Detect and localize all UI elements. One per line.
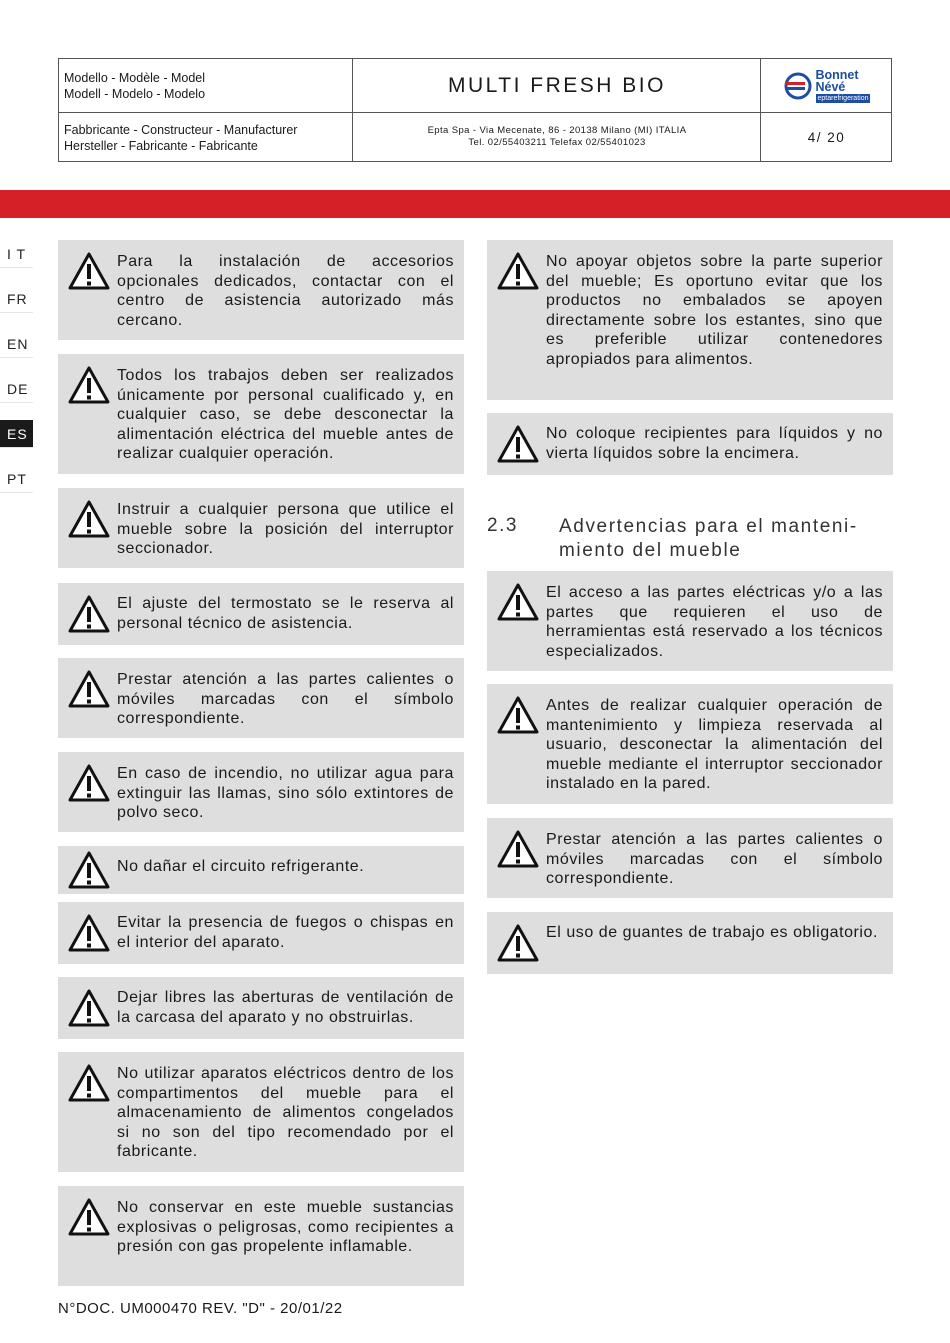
address-line: Tel. 02/55403211 Telefax 02/55401023: [468, 137, 646, 148]
warning-triangle-icon: [68, 989, 110, 1027]
warning-box: [58, 752, 464, 832]
warning-text: Antes de realizar cualquier operación de mantenimiento y limpieza reservada al usuario, desconectar la alimentación del mueble mediante el interruptor seccionador instalado en la pared.: [546, 697, 883, 792]
warning-text: No dañar el circuito refrigerante.: [117, 858, 365, 875]
warning-text: No coloque recipientes para líquidos y no vierta líquidos sobre la encimera.: [546, 425, 883, 462]
warning-text: Todos los trabajos deben ser realizados únicamente por personal cualificado y, en cualquier caso, se debe desconectar la alimentación eléctrica del mueble antes de realizar cualquier operación.: [117, 367, 454, 462]
warning-box: [487, 818, 893, 898]
model-label-line: Modello - Modèle - Model: [64, 71, 206, 85]
warning-box: [58, 846, 464, 894]
warning-triangle-icon: [68, 851, 110, 889]
warning-box: [487, 240, 893, 400]
warning-triangle-icon: [497, 924, 539, 962]
warning-triangle-icon: [68, 252, 110, 290]
language-tab-en[interactable]: EN: [0, 330, 33, 358]
warning-text: Dejar libres las aberturas de ventilación de la carcasa del aparato y no obstruirlas.: [117, 989, 454, 1026]
manufacturer-label: [64, 122, 349, 154]
warning-triangle-icon: [497, 583, 539, 621]
warning-triangle-icon: [497, 696, 539, 734]
address-line: Epta Spa - Via Mecenate, 86 - 20138 Milano (MI) ITALIA: [427, 125, 687, 136]
warning-text: Prestar atención a las partes calientes o móviles marcadas con el símbolo correspondiente.: [117, 671, 454, 727]
warning-text: Evitar la presencia de fuegos o chispas en el interior del aparato.: [117, 914, 454, 951]
warning-triangle-icon: [497, 830, 539, 868]
logo-text-line: Névé: [815, 79, 846, 94]
warning-triangle-icon: [497, 425, 539, 463]
language-tab-pt[interactable]: PT: [0, 465, 33, 493]
warning-box: [487, 912, 893, 974]
warning-triangle-icon: [68, 914, 110, 952]
warning-triangle-icon: [68, 764, 110, 802]
section-title: Advertencias para el manteni- miento del mueble: [559, 516, 858, 561]
warning-box: [487, 413, 893, 475]
warning-box: [58, 902, 464, 964]
warning-box: [487, 684, 893, 804]
document-reference: N°DOC. UM000470 REV. "D" - 20/01/22: [58, 1300, 343, 1317]
warning-triangle-icon: [68, 500, 110, 538]
warning-text: Instruir a cualquier persona que utilice el mueble sobre la posición del interruptor seccionador.: [117, 501, 454, 557]
model-value: MULTI FRESH BIO: [448, 73, 666, 97]
logo-text-line: Bonnet: [815, 67, 859, 82]
manufacturer-address: [353, 125, 761, 149]
document-header: [58, 58, 892, 162]
warning-box: [58, 1052, 464, 1172]
warning-box: [487, 571, 893, 671]
warning-triangle-icon: [497, 252, 539, 290]
warning-triangle-icon: [68, 1064, 110, 1102]
brand-logo: [761, 59, 892, 112]
warning-text: En caso de incendio, no utilizar agua para extinguir las llamas, sino sólo extintores de polvo seco.: [117, 765, 454, 821]
warning-box: [58, 658, 464, 738]
warning-box: [58, 488, 464, 568]
warning-box: [58, 583, 464, 645]
warning-text: El ajuste del termostato se le reserva al personal técnico de asistencia.: [117, 595, 454, 632]
manufacturer-label-line: Hersteller - Fabricante - Fabricante: [64, 139, 258, 153]
warning-box: [58, 354, 464, 474]
section-number: 2.3: [487, 515, 518, 536]
warning-text: No utilizar aparatos eléctricos dentro de los compartimentos del mueble para el almacenamiento de alimentos congelados si no son del tipo recomendado por el fabricante.: [117, 1065, 454, 1160]
language-tab-de[interactable]: DE: [0, 375, 33, 403]
warning-triangle-icon: [68, 366, 110, 404]
warning-box: [58, 1186, 464, 1286]
warning-box: [58, 977, 464, 1039]
warning-text: El acceso a las partes eléctricas y/o a las partes que requieren el uso de herramientas está reservado a los técnicos especializados.: [546, 584, 883, 660]
language-tab-it[interactable]: I T: [0, 240, 33, 268]
bonnet-neve-logo-icon: [783, 71, 813, 101]
warning-text: Prestar atención a las partes calientes o móviles marcadas con el símbolo correspondiente.: [546, 831, 883, 887]
language-tab-es[interactable]: ES: [0, 420, 33, 448]
warning-triangle-icon: [68, 1198, 110, 1236]
language-tab-fr[interactable]: FR: [0, 285, 33, 313]
warning-triangle-icon: [68, 595, 110, 633]
warning-text: Para la instalación de accesorios opcionales dedicados, contactar con el centro de asistencia autorizado más cercano.: [117, 253, 454, 329]
warning-box: [58, 240, 464, 340]
model-label-line: Modell - Modelo - Modelo: [64, 87, 206, 101]
warning-triangle-icon: [68, 670, 110, 708]
page-number: 4/ 20: [807, 130, 846, 145]
logo-tagline: eptarefrigeration: [817, 94, 869, 102]
warning-text: No apoyar objetos sobre la parte superior del mueble; Es oportuno evitar que los productos no embalados se apoyen directamente sobre los estantes, sino que es preferible utilizar contenedores apropiados para alimentos.: [546, 253, 883, 368]
model-label: [64, 70, 349, 102]
warning-text: El uso de guantes de trabajo es obligatorio.: [546, 924, 878, 941]
warning-text: No conservar en este mueble sustancias explosivas o peligrosas, como recipientes a presión con gas propelente inflamable.: [117, 1199, 454, 1255]
manufacturer-label-line: Fabbricante - Constructeur - Manufacturer: [64, 123, 298, 137]
section-band: [0, 190, 950, 218]
